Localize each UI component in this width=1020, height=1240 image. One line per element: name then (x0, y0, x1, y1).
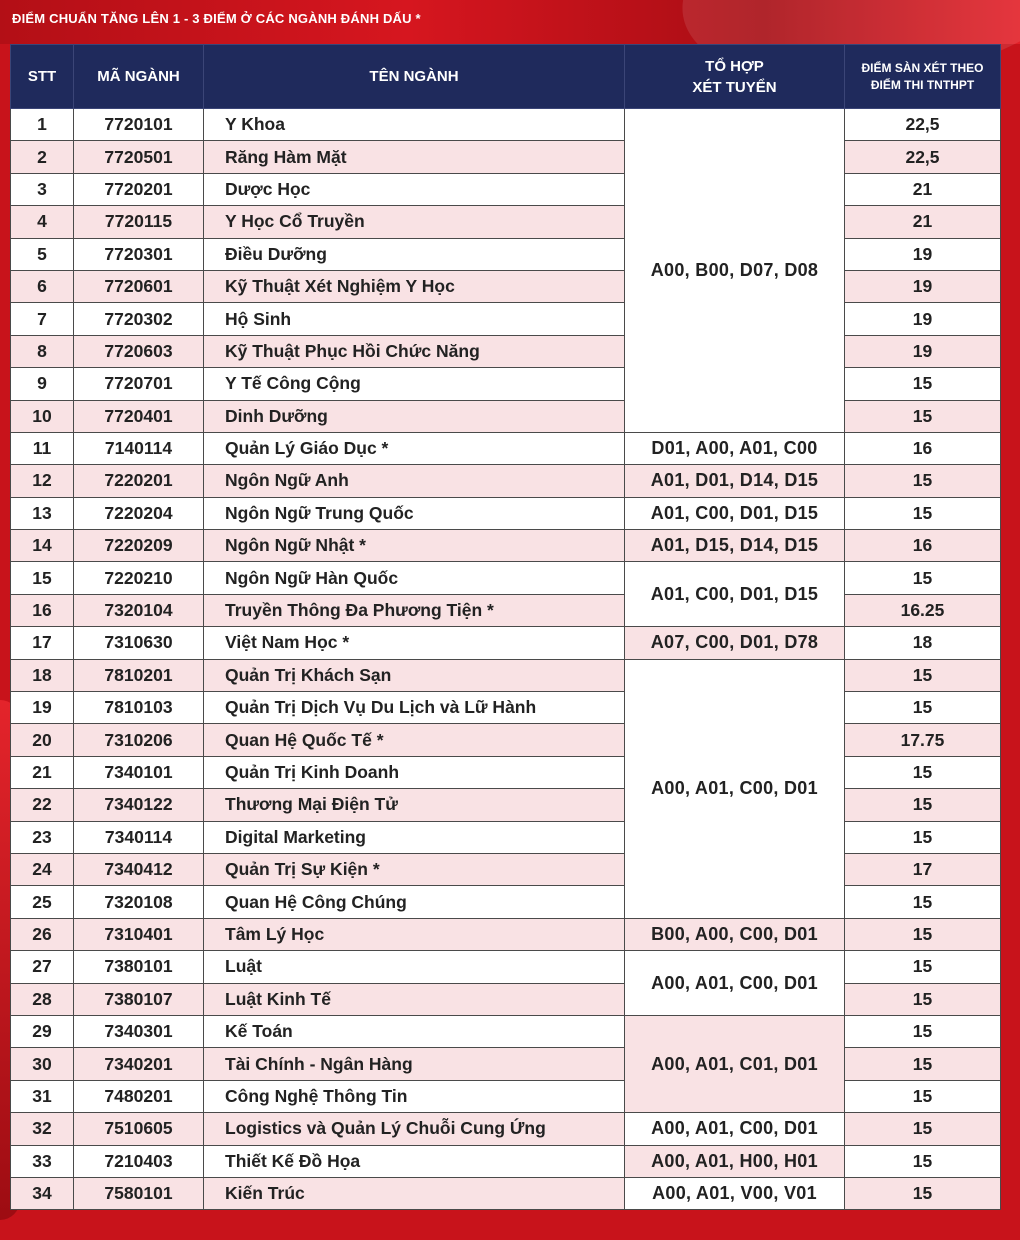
cell-score: 15 (845, 400, 1001, 432)
cell-name: Hộ Sinh (204, 303, 625, 335)
cell-stt: 6 (11, 270, 74, 302)
header-name: TÊN NGÀNH (204, 45, 625, 109)
table-row (11, 173, 1001, 205)
header-score (845, 45, 1001, 109)
table-body (11, 109, 1001, 1210)
cell-combo: A01, D01, D14, D15 (625, 465, 845, 497)
cell-stt: 20 (11, 724, 74, 756)
cell-combo: A00, A01, C00, D01 (625, 951, 845, 1016)
table-row (11, 918, 1001, 950)
cell-score: 15 (845, 951, 1001, 983)
cell-code: 7310401 (74, 918, 204, 950)
cell-code: 7340101 (74, 756, 204, 788)
cell-score: 15 (845, 562, 1001, 594)
header-stt: STT (11, 45, 74, 109)
cell-stt: 8 (11, 335, 74, 367)
cell-score: 17 (845, 853, 1001, 885)
table-row (11, 432, 1001, 464)
table-row (11, 1015, 1001, 1047)
cell-score: 16.25 (845, 594, 1001, 626)
table-row (11, 562, 1001, 594)
cell-combo: A00, A01, H00, H01 (625, 1145, 845, 1177)
table-row (11, 692, 1001, 724)
cell-code: 7220204 (74, 497, 204, 529)
cell-code: 7720701 (74, 368, 204, 400)
table-row (11, 789, 1001, 821)
cell-score: 17.75 (845, 724, 1001, 756)
header-score-line2: ĐIỂM THI TNTHPT (870, 77, 975, 92)
cell-code: 7140114 (74, 432, 204, 464)
cell-name: Việt Nam Học * (204, 627, 625, 659)
cell-score: 15 (845, 465, 1001, 497)
cell-stt: 16 (11, 594, 74, 626)
cell-stt: 11 (11, 432, 74, 464)
cell-stt: 27 (11, 951, 74, 983)
cell-combo: A01, C00, D01, D15 (625, 497, 845, 529)
cell-stt: 5 (11, 238, 74, 270)
cell-code: 7340412 (74, 853, 204, 885)
cell-stt: 30 (11, 1048, 74, 1080)
cell-code: 7720201 (74, 173, 204, 205)
cell-score: 19 (845, 270, 1001, 302)
cell-stt: 31 (11, 1080, 74, 1112)
cell-score: 16 (845, 432, 1001, 464)
cell-code: 7340122 (74, 789, 204, 821)
cell-combo: A00, A01, V00, V01 (625, 1177, 845, 1209)
table-row (11, 594, 1001, 626)
cell-score: 15 (845, 1080, 1001, 1112)
table-row (11, 238, 1001, 270)
cell-code: 7320104 (74, 594, 204, 626)
cell-code: 7720101 (74, 109, 204, 141)
table-row (11, 1177, 1001, 1209)
cell-stt: 13 (11, 497, 74, 529)
header-combo-line1: TỔ HỢP (705, 57, 764, 75)
cell-score: 15 (845, 789, 1001, 821)
cell-name: Quản Trị Khách Sạn (204, 659, 625, 691)
cell-code: 7340201 (74, 1048, 204, 1080)
table-row (11, 1080, 1001, 1112)
cell-name: Kiến Trúc (204, 1177, 625, 1209)
cell-name: Răng Hàm Mặt (204, 141, 625, 173)
cell-score: 15 (845, 1113, 1001, 1145)
cell-name: Luật Kinh Tế (204, 983, 625, 1015)
cell-code: 7340301 (74, 1015, 204, 1047)
cell-stt: 33 (11, 1145, 74, 1177)
cell-name: Quản Trị Kinh Doanh (204, 756, 625, 788)
table-row (11, 627, 1001, 659)
table-row (11, 1048, 1001, 1080)
cell-name: Ngôn Ngữ Trung Quốc (204, 497, 625, 529)
cell-score: 19 (845, 238, 1001, 270)
cell-stt: 26 (11, 918, 74, 950)
table-row (11, 109, 1001, 141)
cell-combo: B00, A00, C00, D01 (625, 918, 845, 950)
cell-stt: 34 (11, 1177, 74, 1209)
cell-stt: 24 (11, 853, 74, 885)
cell-score: 15 (845, 368, 1001, 400)
table-row (11, 983, 1001, 1015)
cell-code: 7810201 (74, 659, 204, 691)
table-row (11, 1113, 1001, 1145)
admission-score-table (10, 44, 1001, 1210)
cell-code: 7720301 (74, 238, 204, 270)
table-row (11, 951, 1001, 983)
cell-name: Kỹ Thuật Xét Nghiệm Y Học (204, 270, 625, 302)
cell-name: Y Học Cổ Truyền (204, 206, 625, 238)
cell-stt: 3 (11, 173, 74, 205)
page-headline: ĐIỂM CHUẨN TĂNG LÊN 1 - 3 ĐIỂM Ở CÁC NGÀNH ĐÁNH DẤU * (12, 11, 421, 26)
cell-stt: 14 (11, 530, 74, 562)
header-combo-line2: XÉT TUYỂN (692, 78, 777, 96)
cell-combo: A00, A01, C00, D01 (625, 659, 845, 918)
cell-code: 7720603 (74, 335, 204, 367)
cell-score: 15 (845, 659, 1001, 691)
cell-stt: 28 (11, 983, 74, 1015)
cell-stt: 9 (11, 368, 74, 400)
cell-combo: A01, C00, D01, D15 (625, 562, 845, 627)
cell-stt: 15 (11, 562, 74, 594)
cell-code: 7220209 (74, 530, 204, 562)
header-score-line1: ĐIỂM SÀN XÉT THEO (861, 60, 984, 75)
cell-stt: 21 (11, 756, 74, 788)
cell-code: 7810103 (74, 692, 204, 724)
cell-combo: A00, A01, C00, D01 (625, 1113, 845, 1145)
cell-combo: A01, D15, D14, D15 (625, 530, 845, 562)
table-row (11, 465, 1001, 497)
cell-name: Kỹ Thuật Phục Hồi Chức Năng (204, 335, 625, 367)
cell-code: 7220210 (74, 562, 204, 594)
cell-name: Quản Trị Dịch Vụ Du Lịch và Lữ Hành (204, 692, 625, 724)
cell-name: Quan Hệ Quốc Tế * (204, 724, 625, 756)
cell-name: Công Nghệ Thông Tin (204, 1080, 625, 1112)
table-row (11, 756, 1001, 788)
cell-code: 7720401 (74, 400, 204, 432)
cell-score: 18 (845, 627, 1001, 659)
cell-score: 15 (845, 1048, 1001, 1080)
cell-code: 7720601 (74, 270, 204, 302)
cell-name: Quản Lý Giáo Dục * (204, 432, 625, 464)
cell-code: 7310630 (74, 627, 204, 659)
cell-stt: 2 (11, 141, 74, 173)
cell-stt: 10 (11, 400, 74, 432)
cell-name: Luật (204, 951, 625, 983)
cell-name: Kế Toán (204, 1015, 625, 1047)
cell-score: 22,5 (845, 109, 1001, 141)
table-row (11, 206, 1001, 238)
table-row (11, 400, 1001, 432)
cell-stt: 25 (11, 886, 74, 918)
table-row (11, 724, 1001, 756)
cell-code: 7720115 (74, 206, 204, 238)
cell-code: 7310206 (74, 724, 204, 756)
cell-stt: 23 (11, 821, 74, 853)
cell-stt: 4 (11, 206, 74, 238)
cell-stt: 12 (11, 465, 74, 497)
cell-score: 15 (845, 692, 1001, 724)
cell-code: 7340114 (74, 821, 204, 853)
cell-score: 21 (845, 206, 1001, 238)
table-row (11, 821, 1001, 853)
cell-name: Truyền Thông Đa Phương Tiện * (204, 594, 625, 626)
cell-name: Y Khoa (204, 109, 625, 141)
table-row (11, 141, 1001, 173)
table-row (11, 1145, 1001, 1177)
cell-code: 7510605 (74, 1113, 204, 1145)
table-row (11, 335, 1001, 367)
cell-name: Logistics và Quản Lý Chuỗi Cung Ứng (204, 1113, 625, 1145)
cell-code: 7380107 (74, 983, 204, 1015)
cell-score: 15 (845, 1015, 1001, 1047)
cell-score: 15 (845, 497, 1001, 529)
cell-stt: 22 (11, 789, 74, 821)
cell-code: 7720302 (74, 303, 204, 335)
cell-code: 7580101 (74, 1177, 204, 1209)
cell-stt: 1 (11, 109, 74, 141)
cell-code: 7320108 (74, 886, 204, 918)
cell-score: 15 (845, 821, 1001, 853)
cell-score: 16 (845, 530, 1001, 562)
cell-combo: A00, B00, D07, D08 (625, 109, 845, 433)
cell-code: 7210403 (74, 1145, 204, 1177)
cell-name: Digital Marketing (204, 821, 625, 853)
table-row (11, 368, 1001, 400)
cell-code: 7480201 (74, 1080, 204, 1112)
cell-combo: A00, A01, C01, D01 (625, 1015, 845, 1112)
cell-name: Thương Mại Điện Tử (204, 789, 625, 821)
cell-stt: 7 (11, 303, 74, 335)
cell-name: Tâm Lý Học (204, 918, 625, 950)
cell-score: 15 (845, 918, 1001, 950)
header-combo (625, 45, 845, 109)
table-row (11, 497, 1001, 529)
cell-code: 7720501 (74, 141, 204, 173)
table-row (11, 530, 1001, 562)
table-row (11, 886, 1001, 918)
cell-name: Dược Học (204, 173, 625, 205)
cell-name: Ngôn Ngữ Nhật * (204, 530, 625, 562)
cell-stt: 18 (11, 659, 74, 691)
table-row (11, 853, 1001, 885)
cell-score: 21 (845, 173, 1001, 205)
cell-name: Ngôn Ngữ Anh (204, 465, 625, 497)
cell-score: 15 (845, 1177, 1001, 1209)
cell-stt: 32 (11, 1113, 74, 1145)
cell-score: 19 (845, 303, 1001, 335)
cell-score: 15 (845, 1145, 1001, 1177)
table-row (11, 270, 1001, 302)
cell-name: Tài Chính - Ngân Hàng (204, 1048, 625, 1080)
cell-code: 7220201 (74, 465, 204, 497)
cell-stt: 17 (11, 627, 74, 659)
cell-stt: 29 (11, 1015, 74, 1047)
header-code: MÃ NGÀNH (74, 45, 204, 109)
cell-name: Điều Dưỡng (204, 238, 625, 270)
cell-name: Thiết Kế Đồ Họa (204, 1145, 625, 1177)
table-row (11, 659, 1001, 691)
cell-combo: D01, A00, A01, C00 (625, 432, 845, 464)
cell-code: 7380101 (74, 951, 204, 983)
cell-score: 15 (845, 756, 1001, 788)
cell-score: 15 (845, 983, 1001, 1015)
cell-name: Ngôn Ngữ Hàn Quốc (204, 562, 625, 594)
cell-stt: 19 (11, 692, 74, 724)
cell-score: 22,5 (845, 141, 1001, 173)
cell-name: Quản Trị Sự Kiện * (204, 853, 625, 885)
cell-name: Quan Hệ Công Chúng (204, 886, 625, 918)
table-header-row (11, 45, 1001, 109)
cell-combo: A07, C00, D01, D78 (625, 627, 845, 659)
table-row (11, 303, 1001, 335)
cell-name: Y Tế Công Cộng (204, 368, 625, 400)
cell-score: 19 (845, 335, 1001, 367)
cell-name: Dinh Dưỡng (204, 400, 625, 432)
cell-score: 15 (845, 886, 1001, 918)
